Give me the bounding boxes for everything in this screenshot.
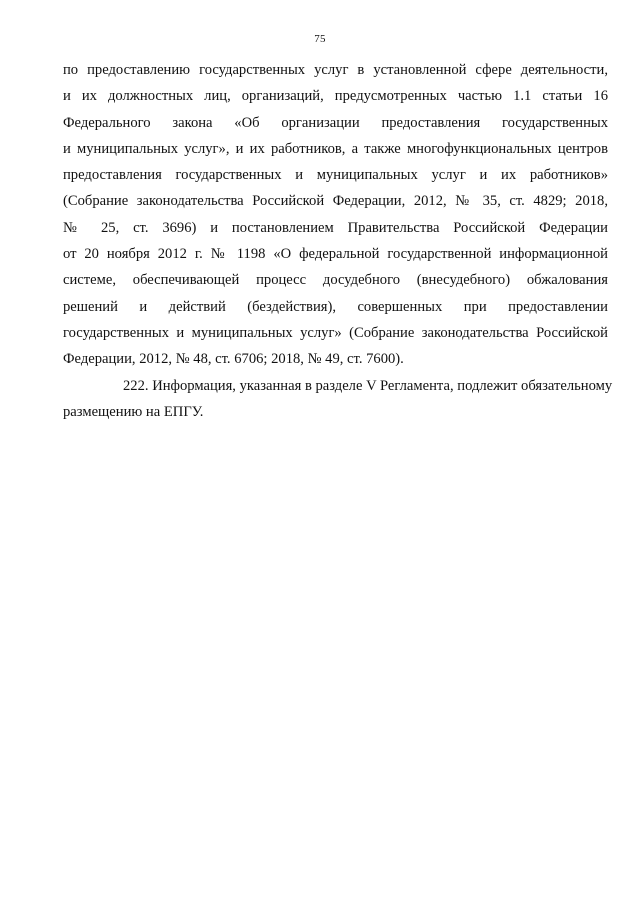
text-line: размещению на ЕПГУ. <box>63 403 204 420</box>
paragraph-1 <box>63 57 608 373</box>
text-line: № 25, ст. 3696) и постановлением Правительства Российской Федерации <box>63 219 608 236</box>
text-line: государственных и муниципальных услуг» (Собрание законодательства Российской <box>63 324 608 341</box>
text-line: и их должностных лиц, организаций, предусмотренных частью 1.1 статьи 16 <box>63 88 608 105</box>
document-body <box>63 57 613 425</box>
text-line: решений и действий (бездействия), совершенных при предоставлении <box>63 298 608 315</box>
text-line: 222. Информация, указанная в разделе V Регламента, подлежит обязательному <box>123 377 613 394</box>
text-line: по предоставлению государственных услуг в установленной сфере деятельности, <box>63 62 608 78</box>
page-number: 75 <box>314 33 326 45</box>
paragraph-2 <box>63 373 613 426</box>
text-line: (Собрание законодательства Российской Федерации, 2012, № 35, ст. 4829; 2018, <box>63 193 608 210</box>
text-line: и муниципальных услуг», и их работников, а также многофункциональных центров <box>63 140 608 157</box>
text-line: предоставления государственных и муниципальных услуг и их работников» <box>63 167 608 184</box>
text-line: Федерации, 2012, № 48, ст. 6706; 2018, № 49, ст. 7600). <box>63 351 404 368</box>
text-line: Федерального закона «Об организации предоставления государственных <box>63 114 608 131</box>
text-line: системе, обеспечивающей процесс досудебного (внесудебного) обжалования <box>63 272 608 289</box>
text-line: от 20 ноября 2012 г. № 1198 «О федеральной государственной информационной <box>63 246 608 263</box>
